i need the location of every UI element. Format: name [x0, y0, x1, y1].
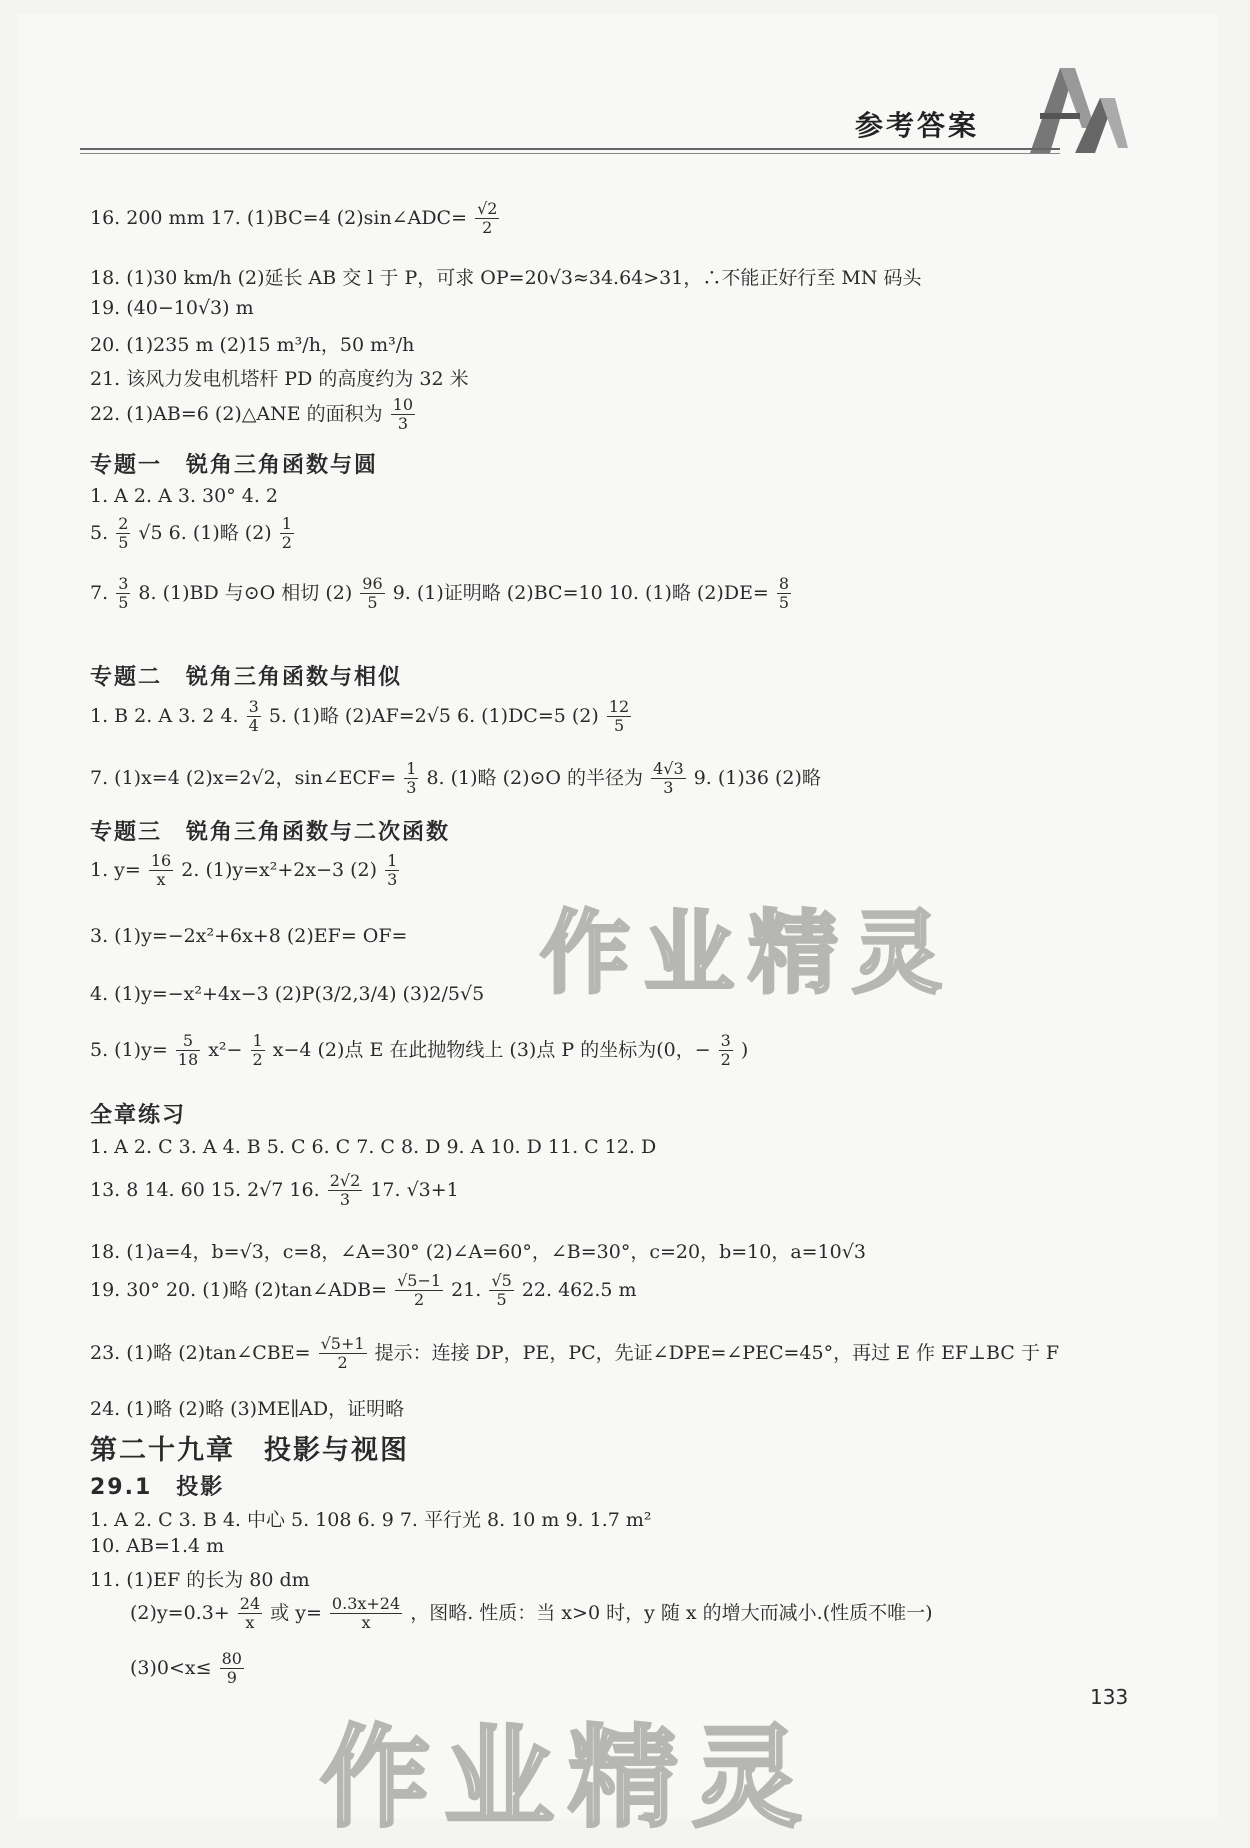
answer-row: 21. 该风力发电机塔杆 PD 的高度约为 32 米: [90, 368, 469, 390]
answer-row: 23. (1)略 (2)tan∠CBE= $\frac{√5+1}{2}$ 提示：连接 DP，PE，PC，先证∠DPE=∠PEC=45°，再过 E 作 EF⊥BC 于 F: [90, 1334, 1060, 1373]
watermark-text: 作业精灵: [320, 1714, 816, 1842]
answer-row: 1. B 2. A 3. 2 4. $\frac{3}{4}$ 5. (1)略 (2)AF=2√5 6. (1)DC=5 (2) $\frac{12}{5}$: [90, 697, 630, 736]
answer-row: (3)0<x≤ $\frac{80}{9}$: [130, 1649, 242, 1688]
answer-row: 11. (1)EF 的长为 80 dm: [90, 1569, 310, 1591]
answer-row: 18. (1)30 km/h (2)延长 AB 交 l 于 P，可求 OP=20√3≈34.64>31，∴不能正好行至 MN 码头: [90, 267, 922, 289]
answer-row: 1. A 2. C 3. A 4. B 5. C 6. C 7. C 8. D 9. A 10. D 11. C 12. D: [90, 1136, 657, 1158]
answer-row: 1. A 2. A 3. 30° 4. 2: [90, 485, 278, 507]
watermark-text: 作业精灵: [540, 901, 956, 1006]
answer-row: 13. 8 14. 60 15. 2√7 16. $\frac{2√2}{3}$ 17. √3+1: [90, 1171, 459, 1210]
answer-row: 20. (1)235 m (2)15 m³/h，50 m³/h: [90, 334, 415, 356]
answer-row: 10. AB=1.4 m: [90, 1535, 225, 1557]
answer-row: 1. y= $\frac{16}{x}$ 2. (1)y=x²+2x−3 (2) $\frac{1}{3}$: [90, 851, 398, 890]
section-title: 29.1 投影: [90, 1475, 225, 1500]
page-header-title: 参考答案: [855, 109, 980, 142]
header-rule: [80, 148, 1060, 150]
answer-row: 3. (1)y=−2x²+6x+8 (2)EF= OF=: [90, 925, 408, 947]
answer-row: 5. (1)y= $\frac{5}{18}$ x²− $\frac{1}{2}$ x−4 (2)点 E 在此抛物线上 (3)点 P 的坐标为(0，− $\frac{3}{2}$ ): [90, 1031, 749, 1070]
answer-row: 19. 30° 20. (1)略 (2)tan∠ADB= $\frac{√5-1}{2}$ 21. $\frac{√5}{5}$ 22. 462.5 m: [90, 1271, 637, 1310]
answer-row: 7. $\frac{3}{5}$ 8. (1)BD 与⊙O 相切 (2) $\frac{96}{5}$ 9. (1)证明略 (2)BC=10 10. (1)略 (2)DE= $\frac{8}{5}$: [90, 574, 790, 613]
answer-row: 19. (40−10√3) m: [90, 297, 254, 319]
answer-row: 4. (1)y=−x²+4x−3 (2)P(3/2,3/4) (3)2/5√5: [90, 983, 485, 1005]
section-title: 专题二 锐角三角函数与相似: [90, 665, 403, 690]
answer-row: 18. (1)a=4，b=√3，c=8，∠A=30° (2)∠A=60°，∠B=30°，c=20，b=10，a=10√3: [90, 1241, 866, 1263]
chapter-title: 第二十九章 投影与视图: [90, 1435, 409, 1466]
answer-row: 24. (1)略 (2)略 (3)ME∥AD，证明略: [90, 1398, 405, 1420]
answer-row: 7. (1)x=4 (2)x=2√2，sin∠ECF= $\frac{1}{3}$ 8. (1)略 (2)⊙O 的半径为 $\frac{4√3}{3}$ 9. (1)36 (2)略: [90, 759, 821, 798]
answer-row: 5. $\frac{2}{5}$ √5 6. (1)略 (2) $\frac{1}{2}$: [90, 514, 292, 553]
section-title: 全章练习: [90, 1103, 187, 1128]
page-number: 133: [1090, 1685, 1129, 1709]
section-title: 专题三 锐角三角函数与二次函数: [90, 820, 451, 845]
header-rule-thin: [80, 153, 1060, 154]
answer-row: 16. 200 mm 17. (1)BC=4 (2)sin∠ADC= $\frac{√2}{2}$: [90, 199, 498, 238]
answer-row: 22. (1)AB=6 (2)△ANE 的面积为 $\frac{10}{3}$: [90, 395, 414, 434]
answer-row: 1. A 2. C 3. B 4. 中心 5. 108 6. 9 7. 平行光 8. 10 m 9. 1.7 m²: [90, 1509, 652, 1531]
section-title: 专题一 锐角三角函数与圆: [90, 453, 379, 478]
answer-row: (2)y=0.3+ $\frac{24}{x}$ 或 y= $\frac{0.3x+24}{x}$ ，图略. 性质：当 x>0 时，y 随 x 的增大而减小.(性质不唯一): [130, 1594, 933, 1633]
